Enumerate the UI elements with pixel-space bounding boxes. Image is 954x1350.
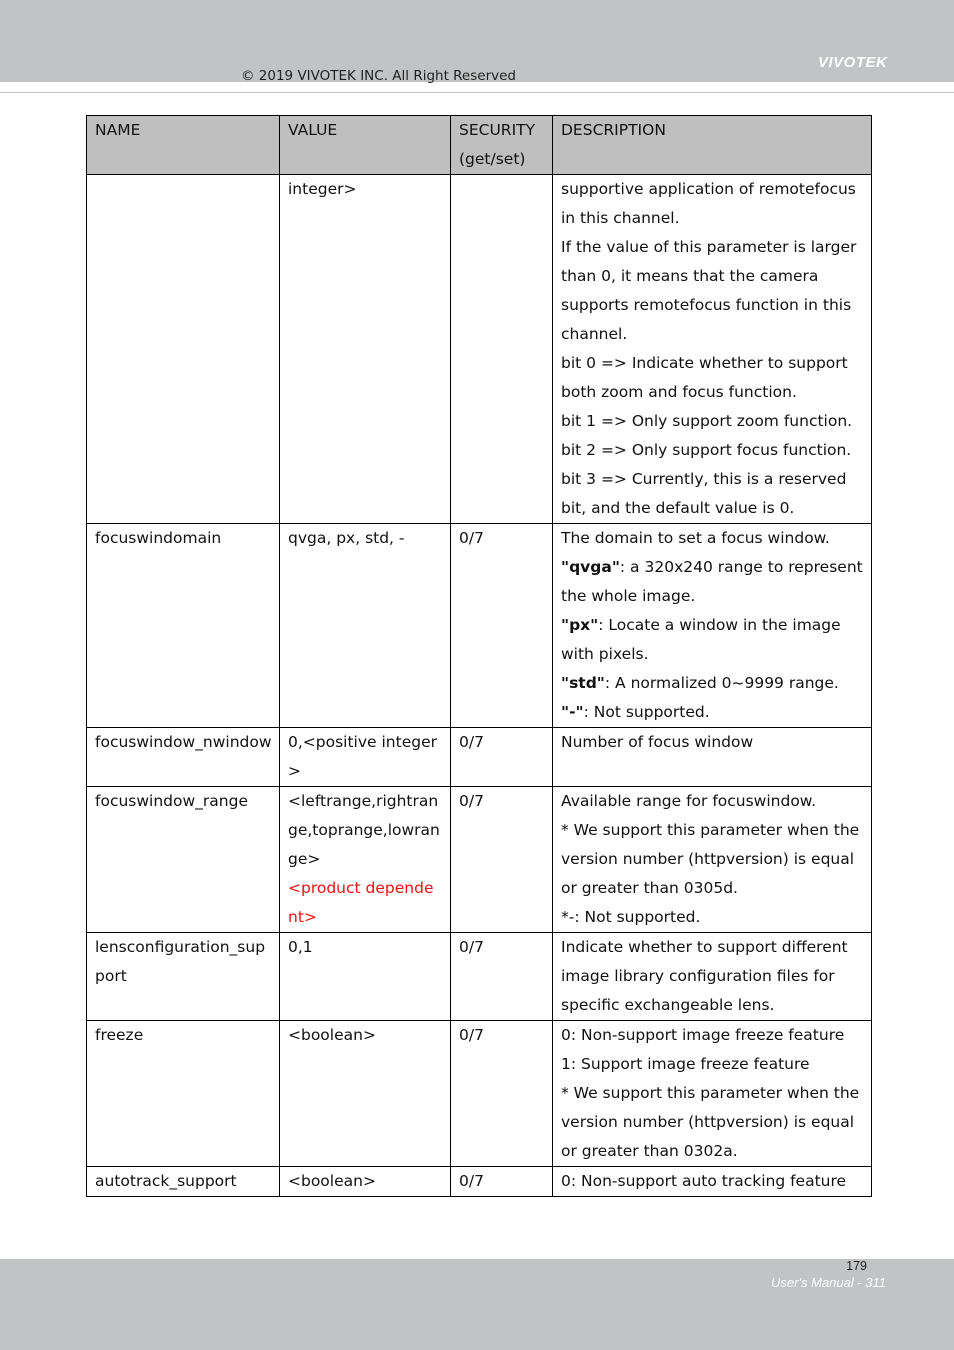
cell-name [87, 175, 280, 524]
cell-description [553, 524, 872, 728]
cell-security: 0/7 [451, 728, 553, 787]
cell-value [280, 787, 451, 933]
description-line: *-: Not supported. [561, 908, 701, 926]
cell-security: 0/7 [451, 1167, 553, 1197]
cell-description: Number of focus window [553, 728, 872, 787]
cell-name: freeze [87, 1021, 280, 1167]
description-term-line [561, 698, 864, 727]
manual-reference: User's Manual - 311 [771, 1275, 886, 1290]
description-line: bit 0 => Indicate whether to support both zoom and focus function. [561, 354, 848, 401]
description-line: bit 3 => Currently, this is a reserved bit, and the default value is 0. [561, 470, 847, 517]
table-row [87, 787, 872, 933]
security-header-line: SECURITY [459, 121, 536, 139]
cell-name: lensconfiguration_support [87, 933, 280, 1021]
description-term: "std" [561, 674, 605, 692]
table-row [87, 524, 872, 728]
description-term-text: : a 320x240 range to represent the whole image. [561, 558, 863, 605]
description-line: bit 2 => Only support focus function. [561, 441, 852, 459]
description-term-text: : Not supported. [583, 703, 710, 721]
description-term-line [561, 553, 864, 611]
description-line: 0: Non-support image freeze feature [561, 1026, 845, 1044]
table-row [87, 728, 872, 787]
description-line: bit 1 => Only support zoom function. [561, 412, 853, 430]
cell-security: 0/7 [451, 787, 553, 933]
cell-name: focuswindow_range [87, 787, 280, 933]
cell-value: qvga, px, std, - [280, 524, 451, 728]
table-row [87, 1021, 872, 1167]
cell-security: 0/7 [451, 1021, 553, 1167]
description-line: 1: Support image freeze feature [561, 1055, 810, 1073]
cell-value: <boolean> [280, 1167, 451, 1197]
description-term-line [561, 611, 864, 669]
brand-logo: VIVOTEK [818, 54, 888, 71]
description-line: * We support this parameter when the version number (httpversion) is equal or greater than 0305d. [561, 821, 860, 897]
value-line: <leftrange,rightrange,toprange,lowrange> [288, 792, 440, 868]
description-term-line [561, 669, 864, 698]
table-row [87, 175, 872, 524]
cell-description: 0: Non-support auto tracking feature [553, 1167, 872, 1197]
cell-description [553, 1021, 872, 1167]
parameter-table [86, 115, 872, 1197]
column-header-description: DESCRIPTION [553, 116, 872, 175]
description-term-text: : A normalized 0~9999 range. [604, 674, 839, 692]
table-row [87, 933, 872, 1021]
security-header-line: (get/set) [459, 150, 526, 168]
cell-description [553, 175, 872, 524]
header-divider [0, 92, 954, 93]
cell-value: integer> [280, 175, 451, 524]
cell-name: autotrack_support [87, 1167, 280, 1197]
description-line: The domain to set a focus window. [561, 529, 830, 547]
description-term: "qvga" [561, 558, 620, 576]
cell-value: 0,<positive integer> [280, 728, 451, 787]
cell-security: 0/7 [451, 933, 553, 1021]
copyright-notice: © 2019 VIVOTEK INC. All Right Reserved [241, 68, 516, 84]
description-term-text: : Locate a window in the image with pixels. [561, 616, 841, 663]
description-line: Available range for focuswindow. [561, 792, 816, 810]
cell-description: Indicate whether to support different image library configuration files for specific exchangeable lens. [553, 933, 872, 1021]
column-header-value: VALUE [280, 116, 451, 175]
cell-security [451, 175, 553, 524]
description-term: "-" [561, 703, 584, 721]
description-line: If the value of this parameter is larger than 0, it means that the camera supports remotefocus function in this channel. [561, 238, 857, 343]
cell-description [553, 787, 872, 933]
cell-value: <boolean> [280, 1021, 451, 1167]
page-number: 179 [846, 1259, 867, 1273]
column-header-name: NAME [87, 116, 280, 175]
product-dependent-note: <product dependent> [288, 879, 434, 926]
table-header-row [87, 116, 872, 175]
description-line: supportive application of remotefocus in this channel. [561, 180, 856, 227]
description-line: * We support this parameter when the version number (httpversion) is equal or greater than 0302a. [561, 1084, 860, 1160]
column-header-security [451, 116, 553, 175]
cell-name: focuswindow_nwindow [87, 728, 280, 787]
cell-value: 0,1 [280, 933, 451, 1021]
cell-name: focuswindomain [87, 524, 280, 728]
cell-security: 0/7 [451, 524, 553, 728]
description-term: "px" [561, 616, 599, 634]
table-row [87, 1167, 872, 1197]
